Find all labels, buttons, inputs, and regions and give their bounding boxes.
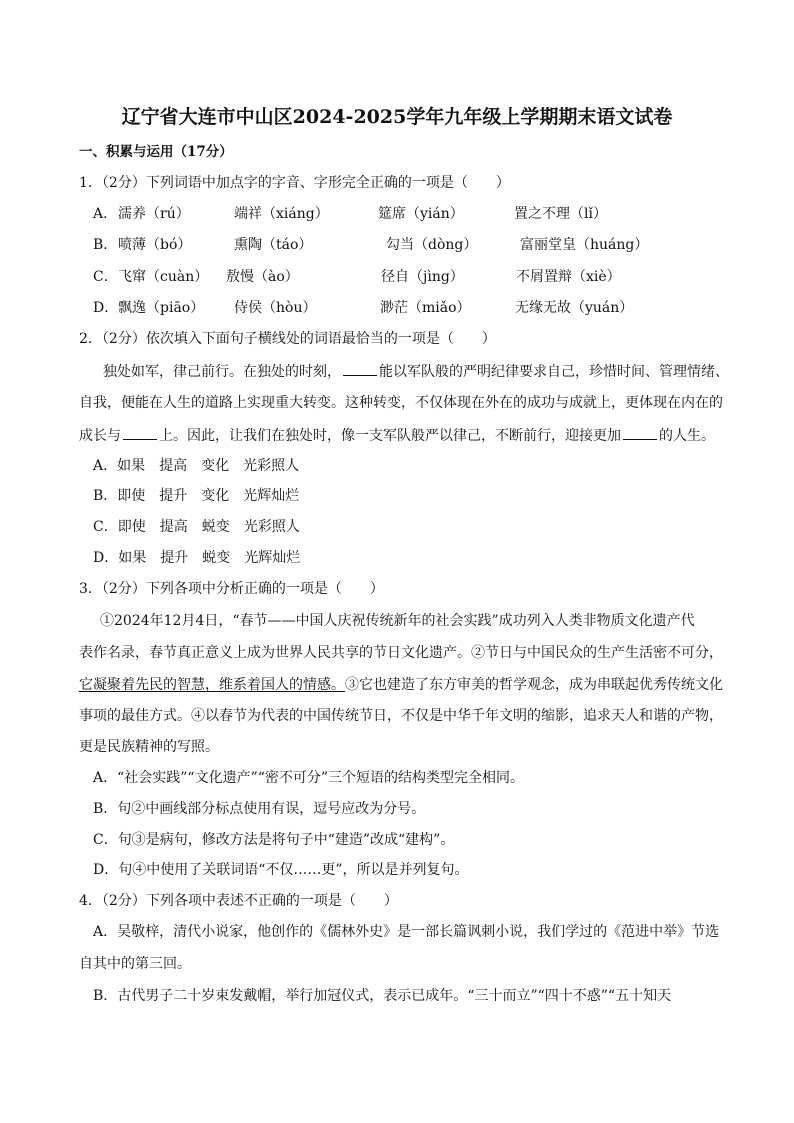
- q1-option-d: D． 飘逸（piāo） 侍侯（hòu） 渺茫（miǎo） 无缘无故（yuán）: [93, 300, 634, 316]
- question-3-stem: 3．（2分）下列各项中分析正确的一项是（ ）: [79, 581, 384, 597]
- q2-option-b: B．即使 提升 变化 光辉灿烂: [93, 488, 300, 504]
- question-1-stem: 1．（2分）下列词语中加点字的字音、字形完全正确的一项是（ ）: [79, 175, 510, 191]
- q3-passage-line-1: ①2024年12月4日，“春节——中国人庆祝传统新年的社会实践”成功列入人类非物质文化遗产代: [100, 613, 695, 629]
- q2-passage-line-1: 独处如军，律己前行。在独处的时刻， 能以军队般的严明纪律要求自己，珍惜时间、管理情绪、: [103, 361, 729, 382]
- question-4-stem: 4．（2分）下列各项中表述不正确的一项是（ ）: [79, 893, 398, 909]
- underlined-sentence: 它凝聚着先民的智慧，维系着国人的情感。: [79, 677, 345, 693]
- q1-option-a: A． 濡养（rú） 端祥（xiáng） 筵席（yián） 置之不理（lǐ）: [93, 206, 607, 222]
- fill-blank-2: [123, 425, 157, 440]
- q2-passage-line-3: 成长与 上。因此，让我们在独处时，像一支军队般严以律己，不断前行，迎接更加 的人生。: [79, 425, 715, 446]
- q2-option-c: C．即使 提高 蜕变 光彩照人: [93, 519, 300, 535]
- fill-blank-3: [623, 425, 657, 440]
- section-heading: 一、积累与运用（17分）: [79, 144, 233, 160]
- q1-option-c: C． 飞窜（cuàn） 敖慢（ào） 径自（jìng） 不屑置辩（xiè）: [93, 269, 621, 285]
- q3-option-d: D．句④中使用了关联词语“不仅……更”，所以是并列复句。: [93, 862, 469, 878]
- q3-passage-line-2: 表作名录，春节真正意义上成为世界人民共享的节日文化遗产。②节日与中国民众的生产生活密不可分，: [79, 645, 723, 661]
- q4-option-a-line-2: 自其中的第三回。: [79, 956, 191, 972]
- q2-passage-line-2: 自我，便能在人生的道路上实现重大转变。这种转变，不仅体现在外在的成功与成就上，更体现在内在的: [79, 395, 723, 411]
- q2-option-a: A．如果 提高 变化 光彩照人: [93, 458, 300, 474]
- q4-option-b-line-1: B．古代男子二十岁束发戴帽，举行加冠仪式，表示已成年。“三十而立”“四十不惑”“五十知天: [93, 988, 672, 1004]
- q3-passage-line-5: 更是民族精神的写照。: [79, 739, 219, 755]
- exam-title: 辽宁省大连市中山区2024-2025学年九年级上学期期末语文试卷: [121, 106, 673, 128]
- q2-option-d: D．如果 提升 蜕变 光辉灿烂: [93, 550, 301, 566]
- q4-option-a-line-1: A．吴敬梓，清代小说家，他创作的《儒林外史》是一部长篇讽刺小说，我们学过的《范进中举》节选: [93, 924, 720, 940]
- fill-blank-1: [343, 361, 377, 376]
- q3-passage-line-3: 它凝聚着先民的智慧，维系着国人的情感。③它也建造了东方审美的哲学观念，成为串联起优秀传统文化: [79, 677, 723, 693]
- question-2-stem: 2．（2分）依次填入下面句子横线处的词语最恰当的一项是（ ）: [79, 331, 496, 347]
- q3-option-c: C．句③是病句，修改方法是将句子中“建造”改成“建构”。: [93, 832, 455, 848]
- q3-option-a: A．“社会实践”“文化遗产”“密不可分”三个短语的结构类型完全相同。: [93, 770, 525, 786]
- q3-option-b: B．句②中画线部分标点使用有误，逗号应改为分号。: [93, 801, 426, 817]
- q3-passage-line-4: 事项的最佳方式。④以春节为代表的中国传统节日，不仅是中华千年文明的缩影，追求天人和谐的产物，: [79, 708, 723, 724]
- q1-option-b: B． 喷薄（bó） 熏陶（táo） 勾当（dòng） 富丽堂皇（huáng）: [93, 237, 649, 253]
